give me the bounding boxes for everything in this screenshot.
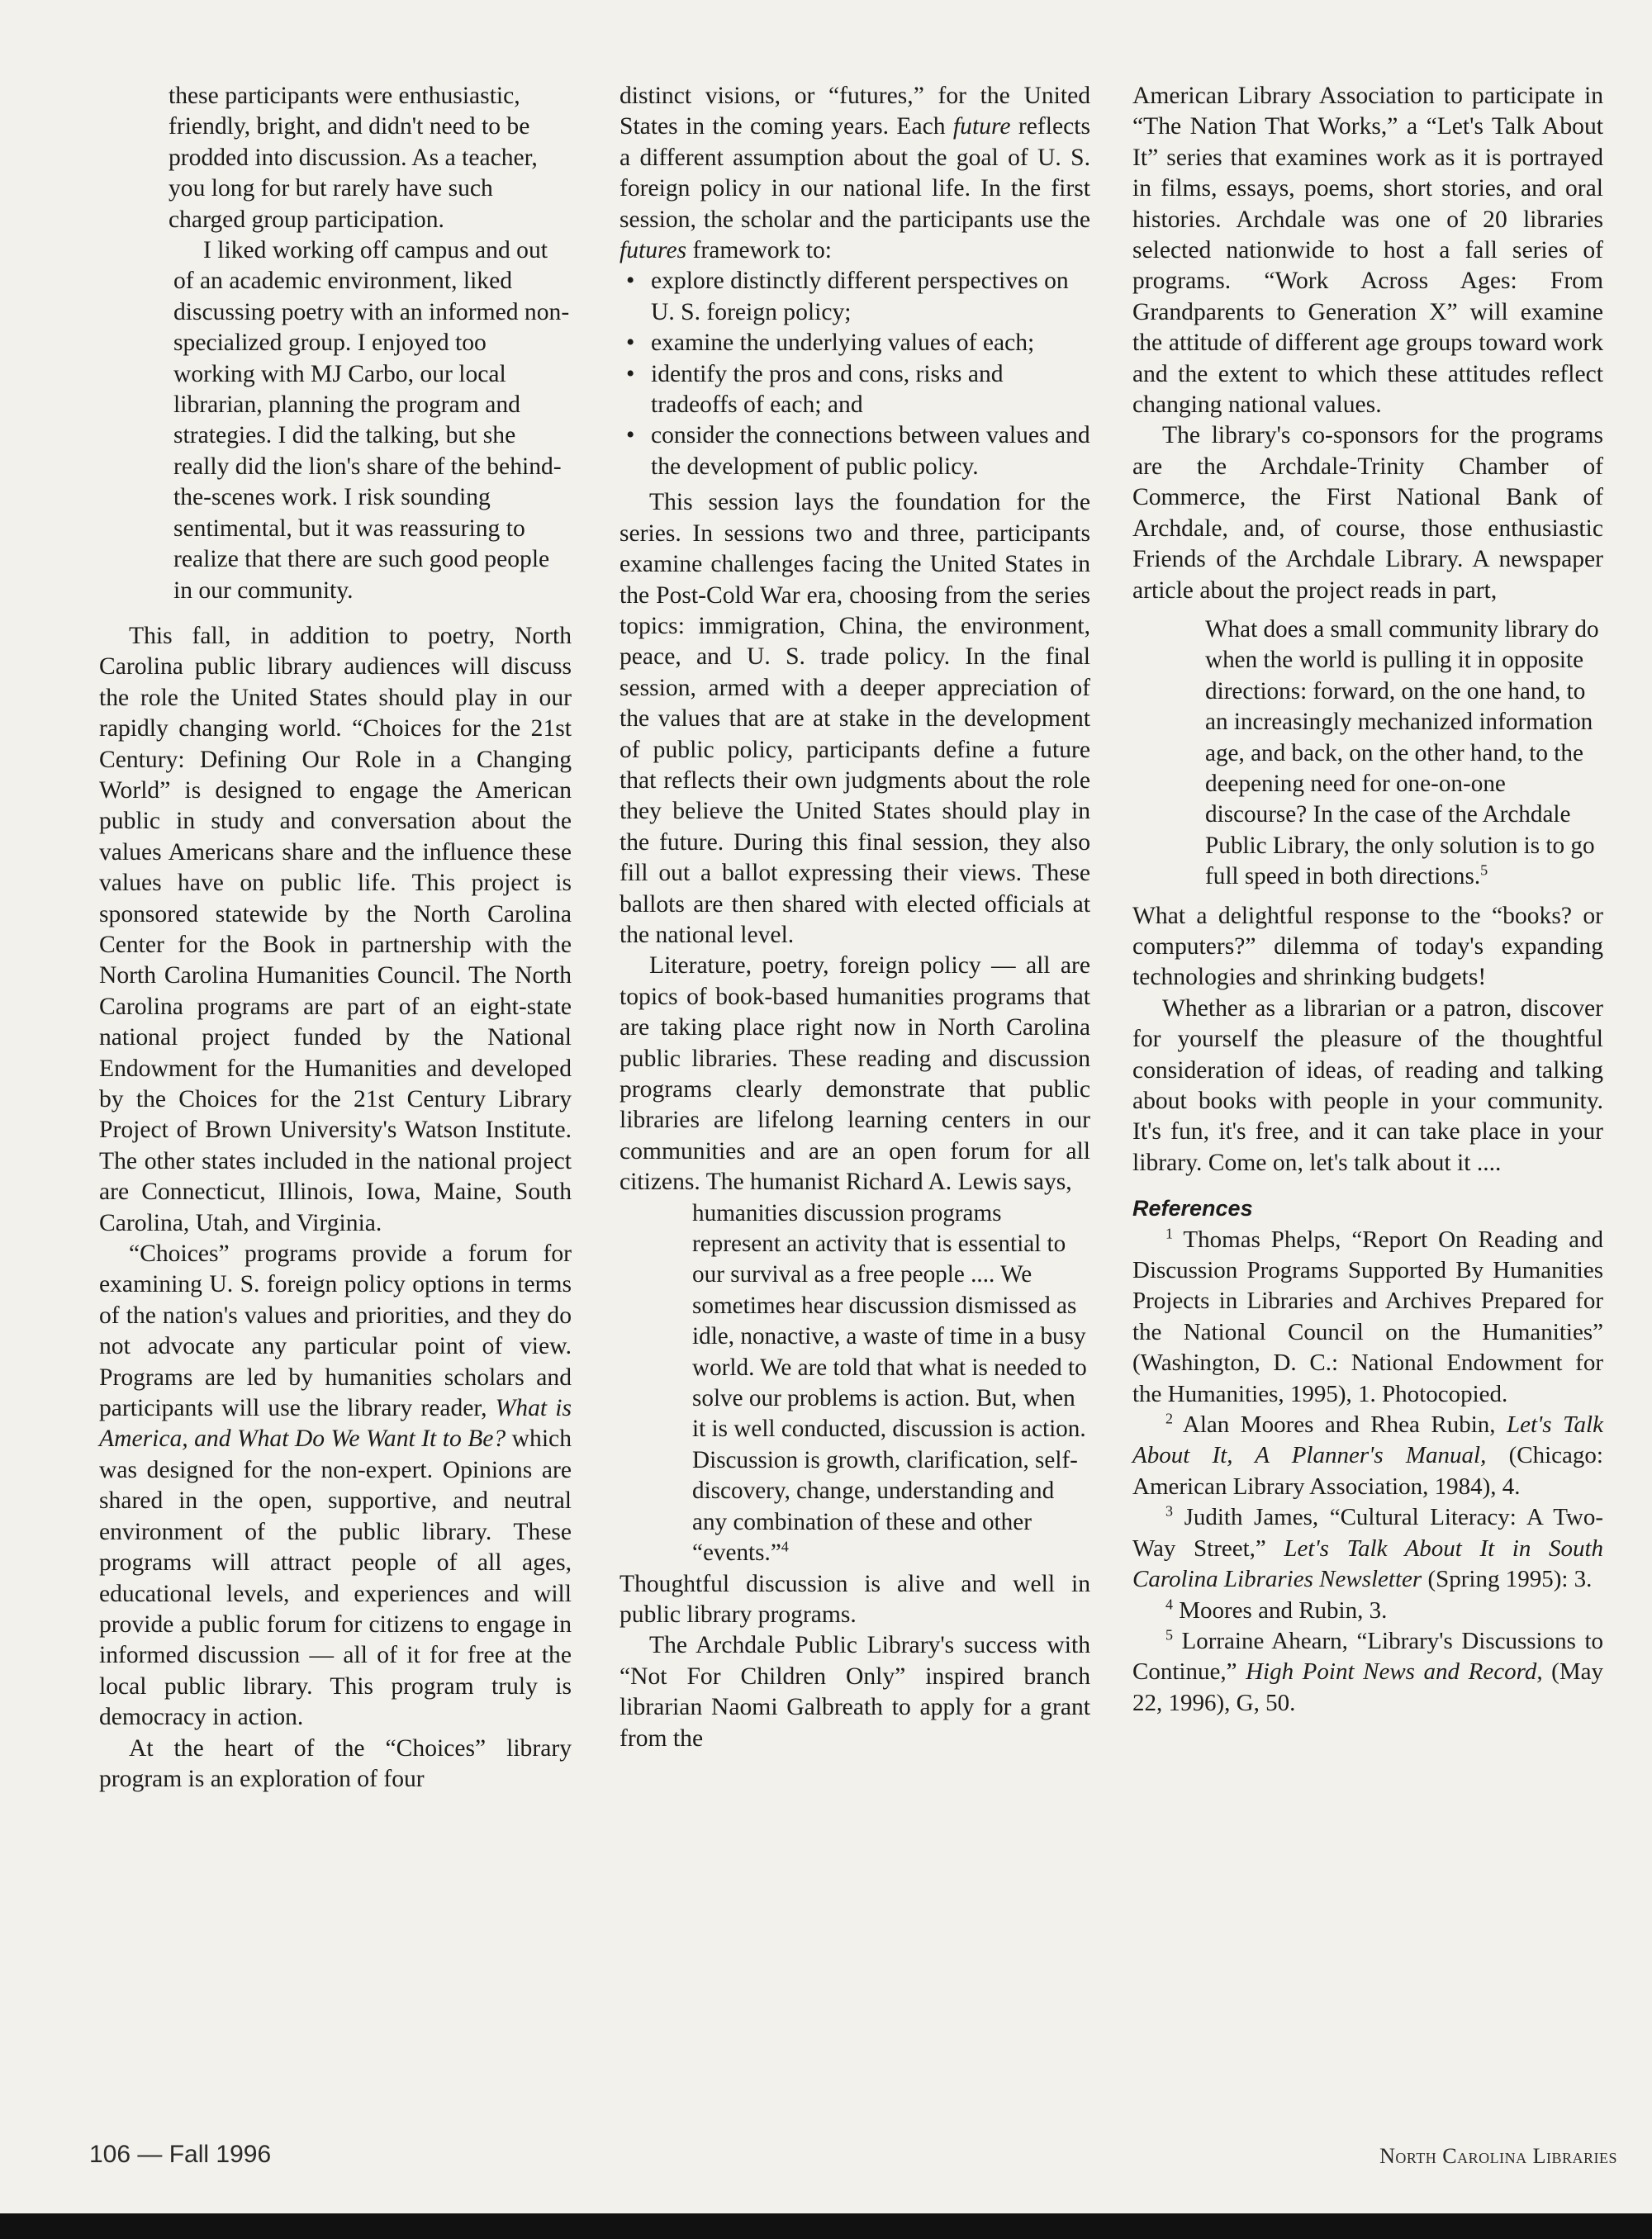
bullet-icon: • — [626, 268, 635, 295]
column-1 — [99, 81, 572, 1795]
reference-item: $^5$ Lorraine Ahearn, “Library's Discussions to Continue,” High Point News and Record, (May 22, 1996), G, 50. — [1132, 1626, 1603, 1716]
bullet-icon: • — [626, 422, 635, 449]
body-paragraph: What a delightful response to the “books? or computers?” dilemma of today's expanding technologies and shrinking budgets! — [1132, 902, 1603, 991]
page-footer-journal: North Carolina Libraries — [1379, 2144, 1617, 2168]
quote-paragraph: these participants were enthusiastic, friendly, bright, and didn't need to be prodded into discussion. As a teacher, you long for but rarely have such charged group participation. — [169, 83, 538, 233]
body-paragraph: The Archdale Public Library's success with “Not For Children Only” inspired branch librarian Naomi Galbreath to apply for a grant from the — [620, 1632, 1090, 1752]
reference-item: $^3$ Judith James, “Cultural Literacy: A Two-Way Street,” Let's Talk About It in South Carolina Libraries Newsletter (Spring 1995): 3. — [1132, 1502, 1604, 1593]
list-item: • explore distinctly different perspectives on U. S. foreign policy; — [626, 268, 1069, 325]
reference-item: $^4$ Moores and Rubin, 3. — [1165, 1595, 1388, 1624]
references-heading: References — [1132, 1196, 1253, 1221]
body-paragraph: Whether as a librarian or a patron, discover for yourself the pleasure of the thoughtful consideration of ideas, of reading and talking about books with people in your community. It's fun, it's free, and it can take place in your library. Come on, let's talk about it .... — [1132, 994, 1603, 1176]
body-paragraph: “Choices” programs provide a forum for examining U. S. foreign policy options in terms of the nation's values and priorities, and they do not advocate any particular point of view. Programs are led by humanities scholars and participants will use the library reader, What is America, and What Do We Want It to Be? which was designed for the non-expert. Opinions are shared in the open, supportive, and neutral environment of the public library. These programs will attract people of all ages, educational levels, and experiences and will provide a public forum for citizens to engage in informed discussion — all of it for free at the local public library. This program truly is democracy in action. — [99, 1240, 572, 1731]
footnote-marker: 5 — [1480, 861, 1488, 879]
body-paragraph: This fall, in addition to poetry, North Carolina public library audiences will discuss the role the United States should play in our rapidly changing world. “Choices for the 21st Century: Defining Our Role in a Changing World” is designed to engage the American public in study and conversation about the values Americans share and the influence these values have on public life. This project is sponsored statewide by the North Carolina Center for the Book in partnership with the North Carolina Humanities Council. The North Carolina programs are part of an eight-state national project funded by the National Endowment for the Humanities and developed by the Choices for the 21st Century Library Project of Brown University's Watson Institute. The other states included in the national project are Connecticut, Illinois, Iowa, Maine, South Carolina, Utah, and Virginia. — [99, 622, 572, 1236]
quote-paragraph: I liked working off campus and out of an academic environment, liked discussing poetry with an informed non-specialized group. I enjoyed too working with MJ Carbo, our local librarian, planning the program and strategies. I did the talking, but she really did the lion's share of the behind-the-scenes work. I risk sounding sentimental, but it was reassuring to realize that there are such good people in our community. — [173, 237, 570, 604]
column-2 — [620, 81, 1090, 1754]
page-footer-issue: 106 — Fall 1996 — [89, 2141, 272, 2168]
body-paragraph: distinct visions, or “futures,” for the United States in the coming years. Each future reflects a different assumption about the goal of U. S. foreign policy in our national life. In the first session, the scholar and the participants use the futures framework to: — [620, 83, 1090, 264]
block-quote: humanities discussion programs represent an activity that is essential to our survival as a free people .... We sometimes hear discussion dismissed as idle, nonactive, a waste of time in a busy world. We are told that what is needed to solve our problems is action. But, when it is well conducted, discussion is action. Discussion is growth, clarification, self-discovery, change, understanding and any combination of these and other “events.”$^4$ — [692, 1199, 1087, 1567]
column-3 — [1132, 81, 1603, 1719]
framework-list — [620, 266, 1090, 482]
list-item: • examine the underlying values of each; — [620, 328, 1090, 358]
body-paragraph: This session lays the foundation for the series. In sessions two and three, participants examine challenges facing the United States in the Post-Cold War era, choosing from the series topics: immigration, China, the environment, peace, and U. S. trade policy. In the final session, armed with a deeper appreciation of the values that are at stake in the development of public policy, participants define a future that reflects their own judgments about the role they believe the United States should play in the future. During this final session, they also fill out a ballot expressing their views. These ballots are then shared with elected officials at the national level. — [620, 489, 1090, 948]
list-item: • consider the connections between values and the development of public policy. — [626, 422, 1090, 480]
footnote-marker: 4 — [781, 1538, 789, 1555]
scan-border — [0, 2213, 1652, 2239]
block-quote: What does a small community library do when the world is pulling it in opposite directions: forward, on the one hand, to an increasingly mechanized information age, and back, on the other hand, to the deepening need for one-on-one discourse? In the case of the Archdale Public Library, the only solution is to go full speed in both directions.$^5$ — [1205, 615, 1599, 890]
body-paragraph: At the heart of the “Choices” library program is an exploration of four — [99, 1734, 572, 1792]
body-paragraph: Thoughtful discussion is alive and well in public library programs. — [620, 1570, 1090, 1628]
reference-item: $^1$ Thomas Phelps, “Report On Reading and Discussion Programs Supported By Humanities Projects in Libraries and Archives Prepared for the National Council on the Humanities” (Washington, D. C.: National Endowment for the Humanities, 1995), 1. Photocopied. — [1132, 1224, 1603, 1407]
book-title: What is America, and What Do We Want It to Be? — [99, 1395, 572, 1453]
body-paragraph: American Library Association to participate in “The Nation That Works,” a “Let's Talk About It” series that examines work as it is portrayed in films, essays, poems, short stories, and oral histories. Archdale was one of 20 libraries selected nationwide to host a fall series of programs. “Work Across Ages: From Grandparents to Generation X” will examine the attitude of different age groups toward work and the extent to which these attitudes reflect changing national values. — [1132, 83, 1603, 419]
bullet-icon: • — [626, 360, 635, 387]
body-paragraph: The library's co-sponsors for the programs are the Archdale-Trinity Chamber of Commerce, the First National Bank of Archdale, and, of course, those enthusiastic Friends of the Archdale Library. A newspaper article about the project reads in part, — [1132, 422, 1603, 604]
body-paragraph: Literature, poetry, foreign policy — all are topics of book-based humanities programs that are taking place right now in North Carolina public libraries. These reading and discussion programs clearly demonstrate that public libraries are lifelong learning centers in our communities and are an open forum for all citizens. The humanist Richard A. Lewis says, — [620, 952, 1090, 1196]
bullet-icon: • — [626, 330, 635, 357]
list-item: • identify the pros and cons, risks and tradeoffs of each; and — [626, 360, 1004, 419]
reference-item: $^2$ Alan Moores and Rhea Rubin, Let's Talk About It, A Planner's Manual, (Chicago: American Library Association, 1984), 4. — [1132, 1410, 1603, 1500]
